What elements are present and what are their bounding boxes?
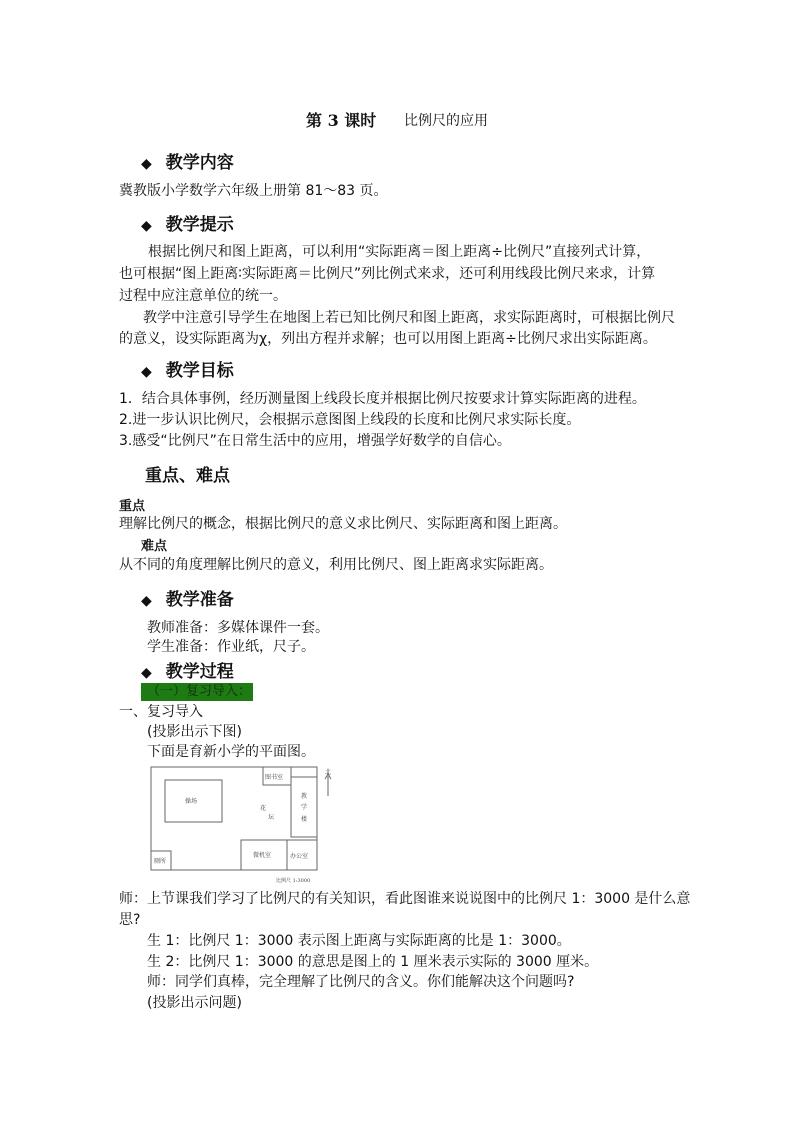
library-label: 图书室 bbox=[265, 774, 284, 781]
section-heading-prep: ◆ 教学准备 bbox=[141, 590, 234, 610]
scale-label: 比例尺 1:3000 bbox=[276, 878, 311, 884]
dialogue-line-1: 师：上节课我们学习了比例尺的有关知识，看此图谁来说说图中的比例尺 1：3000 是什么意 bbox=[119, 891, 691, 907]
lesson-title: 比例尺的应用 bbox=[404, 113, 488, 129]
building-label-2: 学 bbox=[301, 804, 308, 811]
dialogue-line-5: 师：同学们真棒，完全理解了比例尺的含义。你们能解决这个问题吗? bbox=[147, 974, 575, 990]
goal-item-1: 1．结合具体事例，经历测量图上线段长度并根据比例尺按要求计算实际距离的进程。 bbox=[119, 391, 646, 407]
dialogue-line-2: 思? bbox=[119, 912, 141, 928]
toilet-label: 厕所 bbox=[154, 858, 167, 865]
dialogue-line-4: 生 2：比例尺 1：3000 的意思是图上的 1 厘米表示实际的 3000 厘米。 bbox=[147, 954, 599, 970]
goal-item-2: 2.进一步认识比例尺，会根据示意图图上线段的长度和比例尺求实际长度。 bbox=[119, 412, 581, 428]
office-label: 办公室 bbox=[290, 853, 309, 860]
building-label-3: 楼 bbox=[301, 816, 308, 823]
content-text: 冀教版小学数学六年级上册第 81～83 页。 bbox=[119, 183, 388, 199]
school-floor-plan bbox=[150, 766, 332, 884]
focus-label: 重点 bbox=[119, 499, 146, 514]
focus-text: 理解比例尺的概念，根据比例尺的意义求比例尺、实际距离和图上距离。 bbox=[119, 516, 567, 532]
tips-line-3: 过程中应注意单位的统一。 bbox=[119, 288, 287, 304]
tips-line-1: 根据比例尺和图上距离，可以利用“实际距离＝图上距离÷比例尺”直接列式计算， bbox=[148, 244, 651, 260]
process-line-2: (投影出示下图) bbox=[147, 724, 242, 740]
section-heading-process: ◆ 教学过程 bbox=[141, 662, 234, 682]
diamond-icon: ◆ bbox=[141, 593, 152, 609]
section-heading-content: ◆ 教学内容 bbox=[141, 153, 234, 173]
computer-room-label: 微机室 bbox=[253, 852, 272, 859]
difficulty-text: 从不同的角度理解比例尺的意义，利用比例尺、图上距离求实际距离。 bbox=[119, 557, 553, 573]
section-heading-goals: ◆ 教学目标 bbox=[141, 361, 234, 381]
difficulty-label: 难点 bbox=[141, 539, 168, 554]
tips-line-5: 的意义，设实际距离为χ，列出方程并求解；也可以用图上距离÷比例尺求出实际距离。 bbox=[119, 331, 657, 347]
diamond-icon: ◆ bbox=[141, 156, 152, 172]
process-line-3: 下面是育新小学的平面图。 bbox=[147, 744, 315, 760]
review-intro-bar: （一）复习导入： bbox=[141, 683, 253, 701]
north-label: 北 bbox=[325, 769, 332, 776]
lesson-number: 第 3 课时 bbox=[306, 111, 377, 130]
diamond-icon: ◆ bbox=[141, 218, 152, 234]
diamond-icon: ◆ bbox=[141, 364, 152, 380]
garden-label-2: 坛 bbox=[268, 814, 275, 821]
dialogue-line-3: 生 1：比例尺 1：3000 表示图上距离与实际距离的比是 1：3000。 bbox=[147, 933, 571, 949]
diamond-icon: ◆ bbox=[141, 665, 152, 681]
building-label-1: 教 bbox=[301, 793, 308, 800]
process-line-1: 一、复习导入 bbox=[119, 704, 203, 720]
section-heading-tips: ◆ 教学提示 bbox=[141, 215, 234, 235]
playground-label: 操场 bbox=[185, 798, 198, 805]
tips-line-2: 也可根据“图上距离∶实际距离＝比例尺”列比例式来求，还可利用线段比例尺来求，计算 bbox=[119, 266, 656, 282]
goal-item-3: 3.感受“比例尺”在日常生活中的应用，增强学好数学的自信心。 bbox=[119, 433, 511, 449]
prep-teacher: 教师准备：多媒体课件一套。 bbox=[147, 620, 329, 636]
dialogue-line-6: (投影出示问题) bbox=[147, 995, 242, 1011]
tips-line-4: 教学中注意引导学生在地图上若已知比例尺和图上距离，求实际距离时，可根据比例尺 bbox=[143, 310, 675, 326]
floor-plan-svg bbox=[150, 766, 340, 886]
garden-label-1: 花 bbox=[260, 805, 267, 812]
section-heading-keypoints: 重点、难点 bbox=[145, 466, 230, 486]
prep-student: 学生准备：作业纸，尺子。 bbox=[147, 639, 315, 655]
